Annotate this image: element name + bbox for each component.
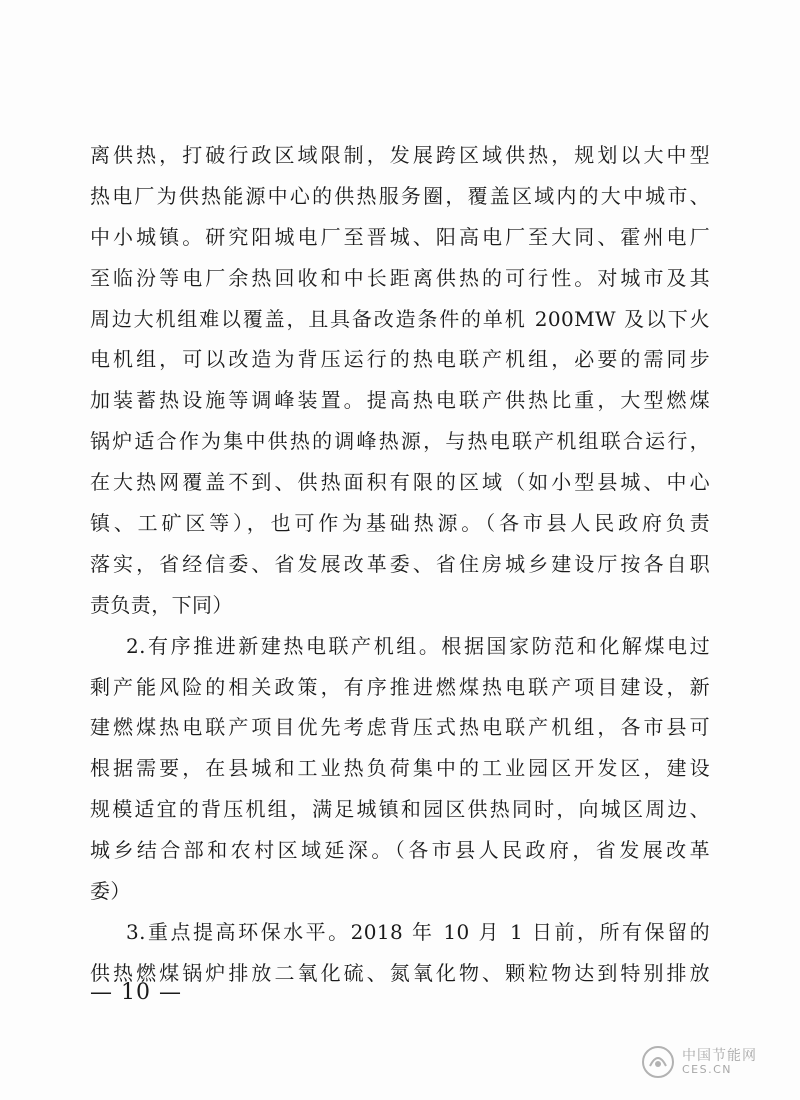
watermark bbox=[640, 1040, 780, 1084]
text-line: 规模适宜的背压机组，满足城镇和园区供热同时，向城区周边、 bbox=[90, 797, 710, 822]
watermark-url: CES.CN bbox=[682, 1062, 733, 1076]
text-line: 锅炉适合作为集中供热的调峰热源，与热电联产机组联合运行， bbox=[90, 429, 710, 454]
text-line: 至临汾等电厂余热回收和中长距离供热的可行性。对城市及其 bbox=[90, 265, 710, 290]
text-line: 供热燃煤锅炉排放二氧化硫、氮氧化物、颗粒物达到特别排放 bbox=[90, 960, 710, 985]
text-line: 剩产能风险的相关政策，有序推进燃煤热电联产项目建设，新 bbox=[90, 674, 710, 699]
ces-logo-icon bbox=[640, 1044, 676, 1080]
text-line: 委） bbox=[90, 879, 131, 904]
page-number: — 10 — bbox=[90, 980, 182, 1005]
text-line: 在大热网覆盖不到、供热面积有限的区域（如小型县城、中心 bbox=[90, 470, 710, 495]
text-line: 离供热，打破行政区域限制，发展跨区域供热，规划以大中型 bbox=[90, 143, 710, 167]
text-line: 根据需要，在县城和工业热负荷集中的工业园区开发区，建设 bbox=[90, 756, 710, 781]
document-body bbox=[90, 135, 710, 994]
text-line: 热电厂为供热能源中心的供热服务圈，覆盖区域内的大中城市、 bbox=[90, 183, 710, 208]
text-line: 3.重点提高环保水平。2018 年 10 月 1 日前，所有保留的 bbox=[126, 919, 710, 944]
text-line: 城乡结合部和农村区域延深。（各市县人民政府，省发展改革 bbox=[90, 838, 710, 863]
text-line: 加装蓄热设施等调峰装置。提高热电联产供热比重，大型燃煤 bbox=[90, 388, 710, 413]
text-line: 镇、工矿区等），也可作为基础热源。（各市县人民政府负责 bbox=[90, 511, 710, 536]
text-line: 周边大机组难以覆盖，且具备改造条件的单机 200MW 及以下火 bbox=[90, 306, 710, 331]
watermark-name: 中国节能网 bbox=[682, 1047, 757, 1064]
text-line: 中小城镇。研究阳城电厂至晋城、阳高电厂至大同、霍州电厂 bbox=[90, 224, 710, 249]
text-line: 电机组，可以改造为背压运行的热电联产机组，必要的需同步 bbox=[90, 347, 710, 372]
text-line: 落实，省经信委、省发展改革委、省住房城乡建设厅按各自职 bbox=[90, 551, 710, 576]
text-line: 责负责，下同） bbox=[90, 592, 233, 617]
watermark-text bbox=[682, 1049, 757, 1075]
text-line: 建燃煤热电联产项目优先考虑背压式热电联产机组，各市县可 bbox=[90, 715, 710, 740]
text-line: 2.有序推进新建热电联产机组。根据国家防范和化解煤电过 bbox=[126, 633, 710, 658]
